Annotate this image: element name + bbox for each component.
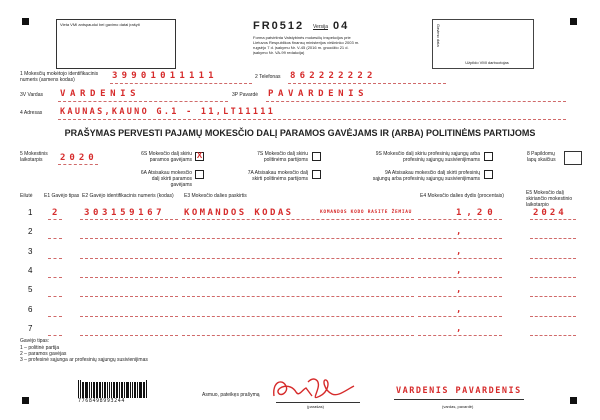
- legend-item: 2 – paramos gavėjas: [20, 351, 67, 357]
- col-purpose: E3 Mokesčio dalies paskirtis: [184, 193, 247, 199]
- form-code: FR0512: [253, 20, 305, 32]
- name-caption: (vardas, pavardė): [442, 404, 474, 409]
- option-6a-label: 6A Atsisakau mokesčio dalį skirti paramos gavėjams: [140, 170, 192, 188]
- row-underline: [80, 316, 178, 317]
- option-9a-checkbox[interactable]: [484, 170, 493, 179]
- row-underline: [48, 238, 62, 239]
- row-number: 2: [28, 227, 33, 236]
- row-underline: [530, 335, 576, 336]
- check-mark: X: [196, 151, 203, 160]
- option-6s-checkbox[interactable]: [195, 152, 204, 161]
- row-underline: [182, 316, 414, 317]
- form-description: Forma patvirtinta Valstybinės mokesčių inspekcijos prie Lietuvos Respublikos finansų ministerijos viršininko 2003 m. rugsėjo 7 d. įsakymu Nr. V-45 (2016 m. gruodžio 21 d. įsakymo Nr. VA-99 redakcija): [253, 35, 360, 55]
- row-underline: [418, 296, 502, 297]
- barcode-bar: [94, 382, 95, 398]
- legend-item: 1 – politinė partija: [20, 345, 60, 351]
- stamp-box-label: Vieta VMI antspaudui bei gavimo datai įrašyti: [60, 22, 140, 27]
- row-underline: [418, 277, 502, 278]
- row-underline: [182, 335, 414, 336]
- barcode-bar: [89, 382, 90, 398]
- row-underline: [418, 219, 502, 220]
- row-underline: [48, 277, 62, 278]
- row-underline: [418, 238, 502, 239]
- row-number: 7: [28, 324, 33, 333]
- percentage-field[interactable]: ,: [456, 285, 467, 295]
- percentage-field[interactable]: ,: [456, 324, 467, 334]
- option-7a-label: 7A Atsisakau mokesčio dalį skirti politinėms partijoms: [247, 170, 308, 182]
- barcode-bar: [83, 382, 84, 398]
- barcode-bar: [78, 380, 79, 398]
- period-label: 5 Mokestinis laikotarpis: [20, 151, 48, 163]
- barcode-bar: [117, 382, 118, 398]
- row-underline: [48, 335, 62, 336]
- signature-line: [276, 402, 360, 403]
- signature[interactable]: [268, 372, 360, 404]
- barcode-bar: [85, 382, 87, 398]
- recipient-code-field[interactable]: 303159167: [84, 208, 166, 218]
- taxpayer-id-label: 1 Mokesčių mokėtojo identifikacinis numeris (asmens kodas): [20, 71, 99, 83]
- row-underline: [48, 316, 62, 317]
- row-underline: [530, 238, 576, 239]
- col-percentage: E4 Mokesčio dalies dydis (procentais): [420, 193, 504, 199]
- version-label: Versija: [313, 24, 329, 30]
- barcode-bar: [96, 382, 98, 398]
- option-7a-checkbox[interactable]: [312, 170, 321, 179]
- purpose-field[interactable]: KOMANDOS KODAS: [184, 208, 294, 218]
- extra-sheets-field[interactable]: [564, 151, 582, 165]
- last-name-field[interactable]: PAVARDENIS: [268, 89, 369, 99]
- address-field[interactable]: KAUNAS,KAUNO G.1 - 11,LT11111: [60, 107, 276, 117]
- row-number: 6: [28, 305, 33, 314]
- taxpayer-id-field[interactable]: 39901011111: [112, 71, 218, 81]
- row-underline: [530, 219, 576, 220]
- recipient-type-field[interactable]: 2: [52, 208, 61, 218]
- option-7s-label: 7S Mokesčio dalį skiriu politinėms partijoms: [257, 151, 308, 163]
- row-underline: [530, 277, 576, 278]
- first-name-field[interactable]: VARDENIS: [60, 89, 141, 99]
- row-underline: [80, 219, 178, 220]
- row-number: 3: [28, 247, 33, 256]
- barcode-bar: [146, 380, 147, 398]
- row-underline: [48, 219, 62, 220]
- field-underline: [58, 164, 98, 165]
- row-underline: [418, 335, 502, 336]
- field-underline: [58, 101, 228, 102]
- period-year-field[interactable]: 2024: [533, 208, 567, 218]
- option-9s-label: 9S Mokesčio dalį skiriu profesinių sąjungų arba profesinių sąjungų susivienijimams: [375, 151, 480, 163]
- legend-item: 3 – profesinė sąjunga ar profesinių sąjungų susivienijimas: [20, 357, 148, 363]
- officer-box: [432, 19, 534, 69]
- period-field[interactable]: 2020: [60, 153, 98, 163]
- option-9a-label: 9A Atsisakau mokesčio dalį skirti profesinių sąjungų arba profesinių sąjungų susivienijimams: [372, 170, 480, 182]
- option-6a-checkbox[interactable]: [195, 170, 204, 179]
- barcode-bar: [100, 382, 101, 398]
- barcode-bar: [144, 382, 145, 398]
- percentage-field[interactable]: ,: [456, 227, 467, 237]
- sign-label: Asmuo, pateikęs prašymą: [202, 392, 260, 398]
- registration-mark: [570, 397, 577, 404]
- address-label: 4 Adresas: [20, 110, 43, 116]
- barcode-bar: [127, 382, 129, 398]
- signer-name-field[interactable]: VARDENIS PAVARDENIS: [396, 386, 522, 396]
- row-number: 5: [28, 285, 33, 294]
- row-underline: [80, 238, 178, 239]
- option-6s-label: 6S Mokesčio dalį skiriu paramos gavėjams: [141, 151, 192, 163]
- version-number: 04: [333, 20, 350, 32]
- barcode-bar: [105, 382, 106, 398]
- field-underline: [110, 83, 252, 84]
- row-underline: [530, 296, 576, 297]
- option-8-label: 8 Papildomų lapų skaičius: [527, 151, 556, 163]
- row-underline: [182, 238, 414, 239]
- row-number: 1: [28, 208, 33, 217]
- field-underline: [58, 119, 566, 120]
- barcode-bar: [111, 382, 112, 398]
- field-underline: [266, 101, 566, 102]
- option-7s-checkbox[interactable]: [312, 152, 321, 161]
- signature-caption: (parašas): [307, 404, 324, 409]
- form-title: PRAŠYMAS PERVESTI PAJAMŲ MOKESČIO DALĮ PARAMOS GAVĖJAMS IR (ARBA) POLITINĖMS PARTIJOMS: [64, 128, 536, 138]
- phone-label: 2 Telefonas: [255, 74, 281, 80]
- vertical-date-label: Gavimo data: [436, 24, 441, 47]
- row-underline: [418, 258, 502, 259]
- row-underline: [530, 258, 576, 259]
- percentage-field[interactable]: ,: [456, 266, 467, 276]
- option-9s-checkbox[interactable]: [484, 152, 493, 161]
- purpose-note: KOMANDOS KODO RASITE ŽEMIAU: [320, 210, 413, 215]
- row-underline: [80, 277, 178, 278]
- row-underline: [48, 258, 62, 259]
- last-name-label: 3P Pavardė: [232, 92, 259, 98]
- row-underline: [182, 219, 414, 220]
- col-period: E5 Mokesčio dalį skiriančio mokestinio laikotarpio: [526, 190, 573, 208]
- officer-fill-label: Užpildo VMI darbuotojas: [465, 60, 509, 65]
- first-name-label: 3V Vardas: [20, 92, 43, 98]
- percentage-field[interactable]: ,: [456, 247, 467, 257]
- legend-title: Gavėjo tipas:: [20, 338, 50, 344]
- row-underline: [80, 296, 178, 297]
- stamp-box: [56, 19, 176, 69]
- registration-mark: [570, 18, 577, 25]
- col-row-number: Eilutė: [20, 193, 33, 199]
- row-underline: [80, 335, 178, 336]
- row-underline: [530, 316, 576, 317]
- row-underline: [182, 296, 414, 297]
- row-underline: [182, 258, 414, 259]
- barcode-bar: [134, 382, 135, 398]
- barcode-bar: [139, 382, 140, 398]
- percentage-field[interactable]: 1,20: [456, 208, 498, 218]
- row-number: 4: [28, 266, 33, 275]
- row-underline: [80, 258, 178, 259]
- barcode-bar: [113, 382, 115, 398]
- barcode: [78, 382, 148, 398]
- barcode-bar: [140, 382, 142, 398]
- col-recipient-type: E1 Gavėjo tipas: [44, 193, 80, 199]
- col-recipient-code: E2 Gavėjo identifikacinis numeris (kodas): [82, 193, 174, 199]
- field-underline: [288, 83, 446, 84]
- phone-field[interactable]: 862222222: [290, 71, 377, 81]
- row-underline: [48, 296, 62, 297]
- barcode-bar: [122, 382, 123, 398]
- row-underline: [418, 316, 502, 317]
- barcode-number: 7768498993244: [78, 398, 125, 404]
- registration-mark: [22, 397, 29, 404]
- name-line: [394, 399, 524, 400]
- registration-mark: [22, 18, 29, 25]
- row-underline: [182, 277, 414, 278]
- percentage-field[interactable]: ,: [456, 305, 467, 315]
